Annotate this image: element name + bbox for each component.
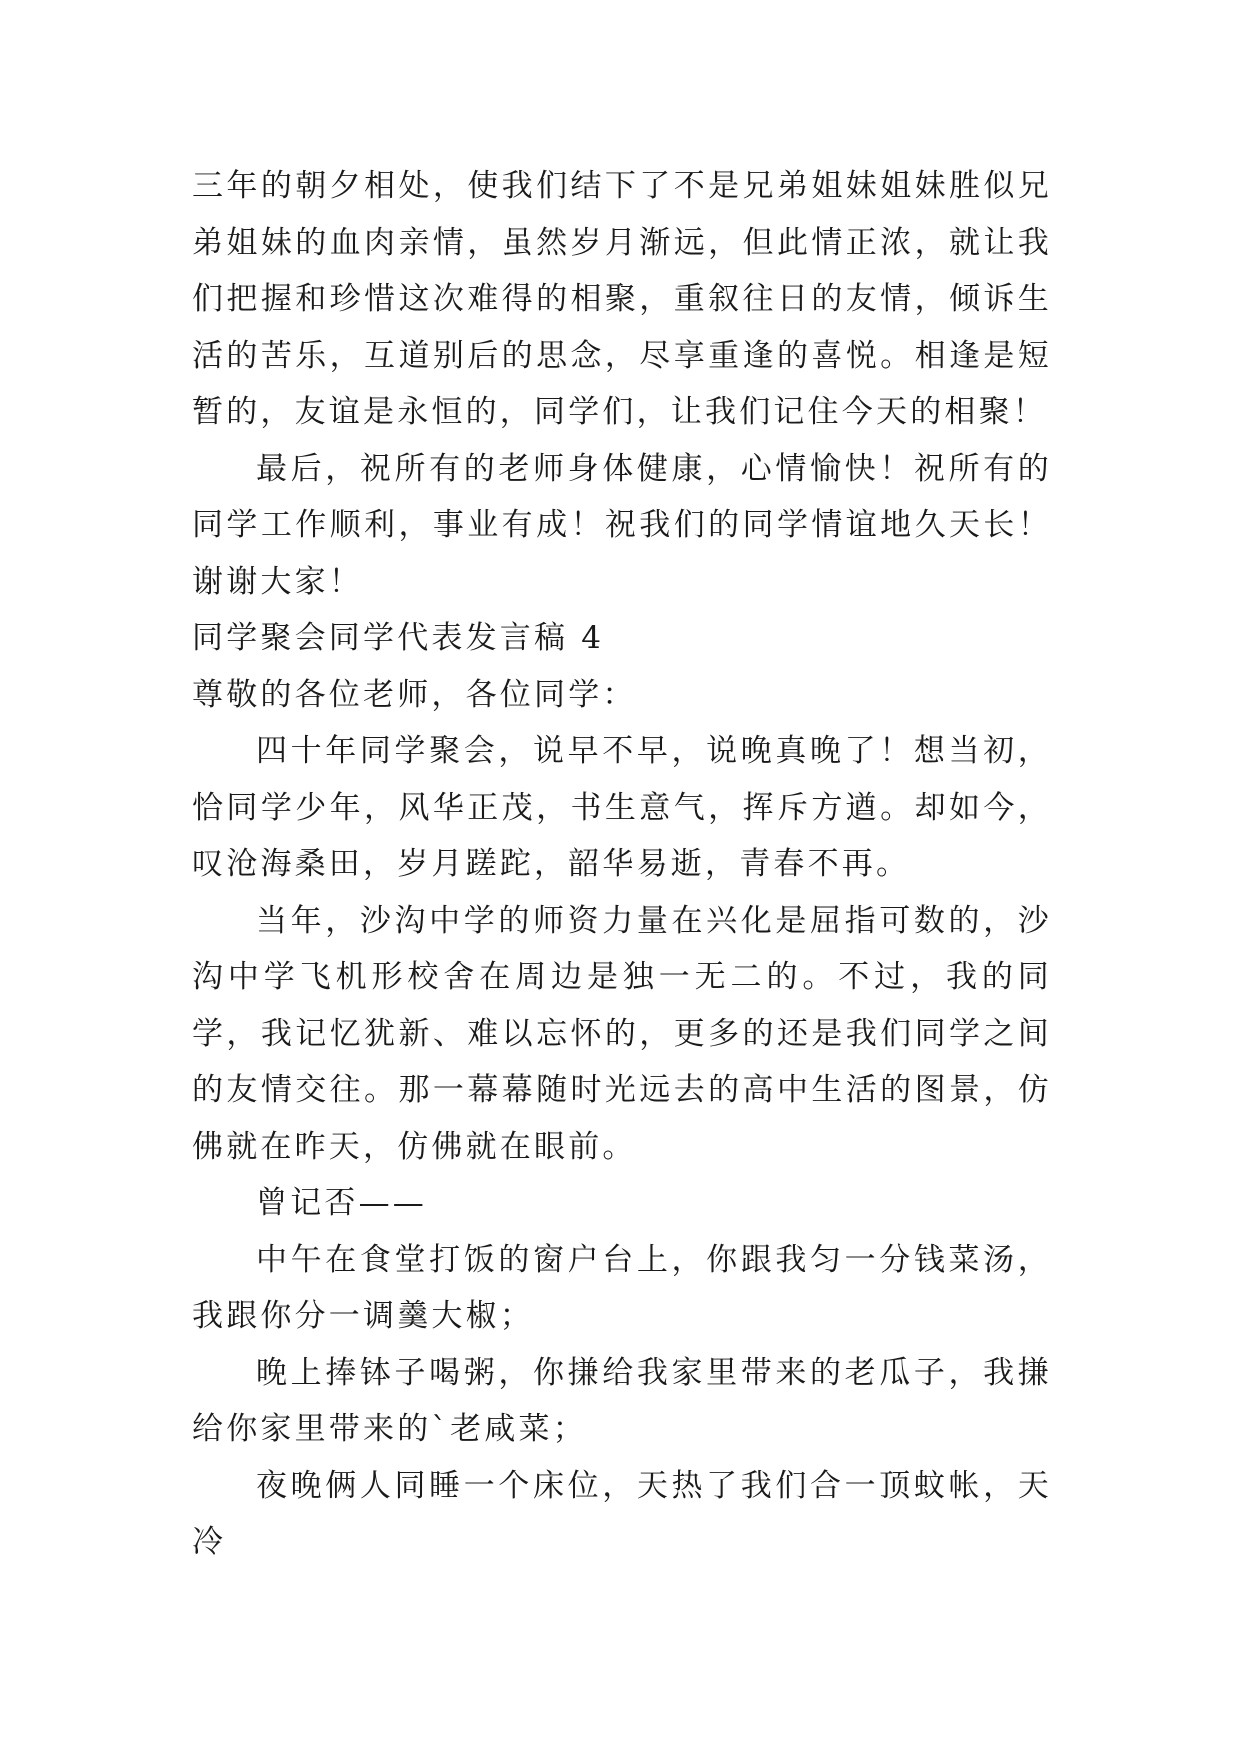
paragraph-friendship: 三年的朝夕相处，使我们结下了不是兄弟姐妹姐妹胜似兄弟姐妹的血肉亲情，虽然岁月渐远，但此情正浓，就让我们把握和珍惜这次难得的相聚，重叙往日的友情，倾诉生活的苦乐，互道别后的思念，尽享重逢的喜悦。相逢是短暂的，友谊是永恒的，同学们，让我们记住今天的相聚！ [192, 168, 1052, 430]
paragraph-forty-years: 四十年同学聚会，说早不早，说晚真晚了！想当初，恰同学少年，风华正茂，书生意气，挥斥方遒。却如今，叹沧海桑田，岁月蹉跎，韶华易逝，青春不再。 [192, 733, 1052, 882]
paragraph-closing-wishes: 最后，祝所有的老师身体健康，心情愉快！祝所有的同学工作顺利，事业有成！祝我们的同学情谊地久天长！谢谢大家！ [192, 450, 1052, 600]
paragraph-lunch: 中午在食堂打饭的窗户台上，你跟我匀一分钱菜汤，我跟你分一调羹大椒； [192, 1241, 1052, 1334]
salutation: 尊敬的各位老师，各位同学： [192, 676, 637, 713]
paragraph-night-sleeping: 夜晚俩人同睡一个床位，天热了我们合一顶蚊帐，天冷 [192, 1467, 1052, 1560]
document-body [192, 158, 1052, 1571]
paragraph-evening-porridge: 晚上捧钵子喝粥，你搛给我家里带来的老瓜子，我搛给你家里带来的`老咸菜； [192, 1354, 1052, 1447]
paragraph-remember: 曾记否—— [256, 1185, 427, 1221]
paragraph-school-memories: 当年，沙沟中学的师资力量在兴化是屈指可数的，沙沟中学飞机形校舍在周边是独一无二的。不过，我的同学，我记忆犹新、难以忘怀的，更多的还是我们同学之间的友情交往。那一幕幕随时光远去的高中生活的图景，仿佛就在昨天，仿佛就在眼前。 [192, 902, 1052, 1165]
section-heading: 同学聚会同学代表发言稿 4 [192, 620, 605, 656]
